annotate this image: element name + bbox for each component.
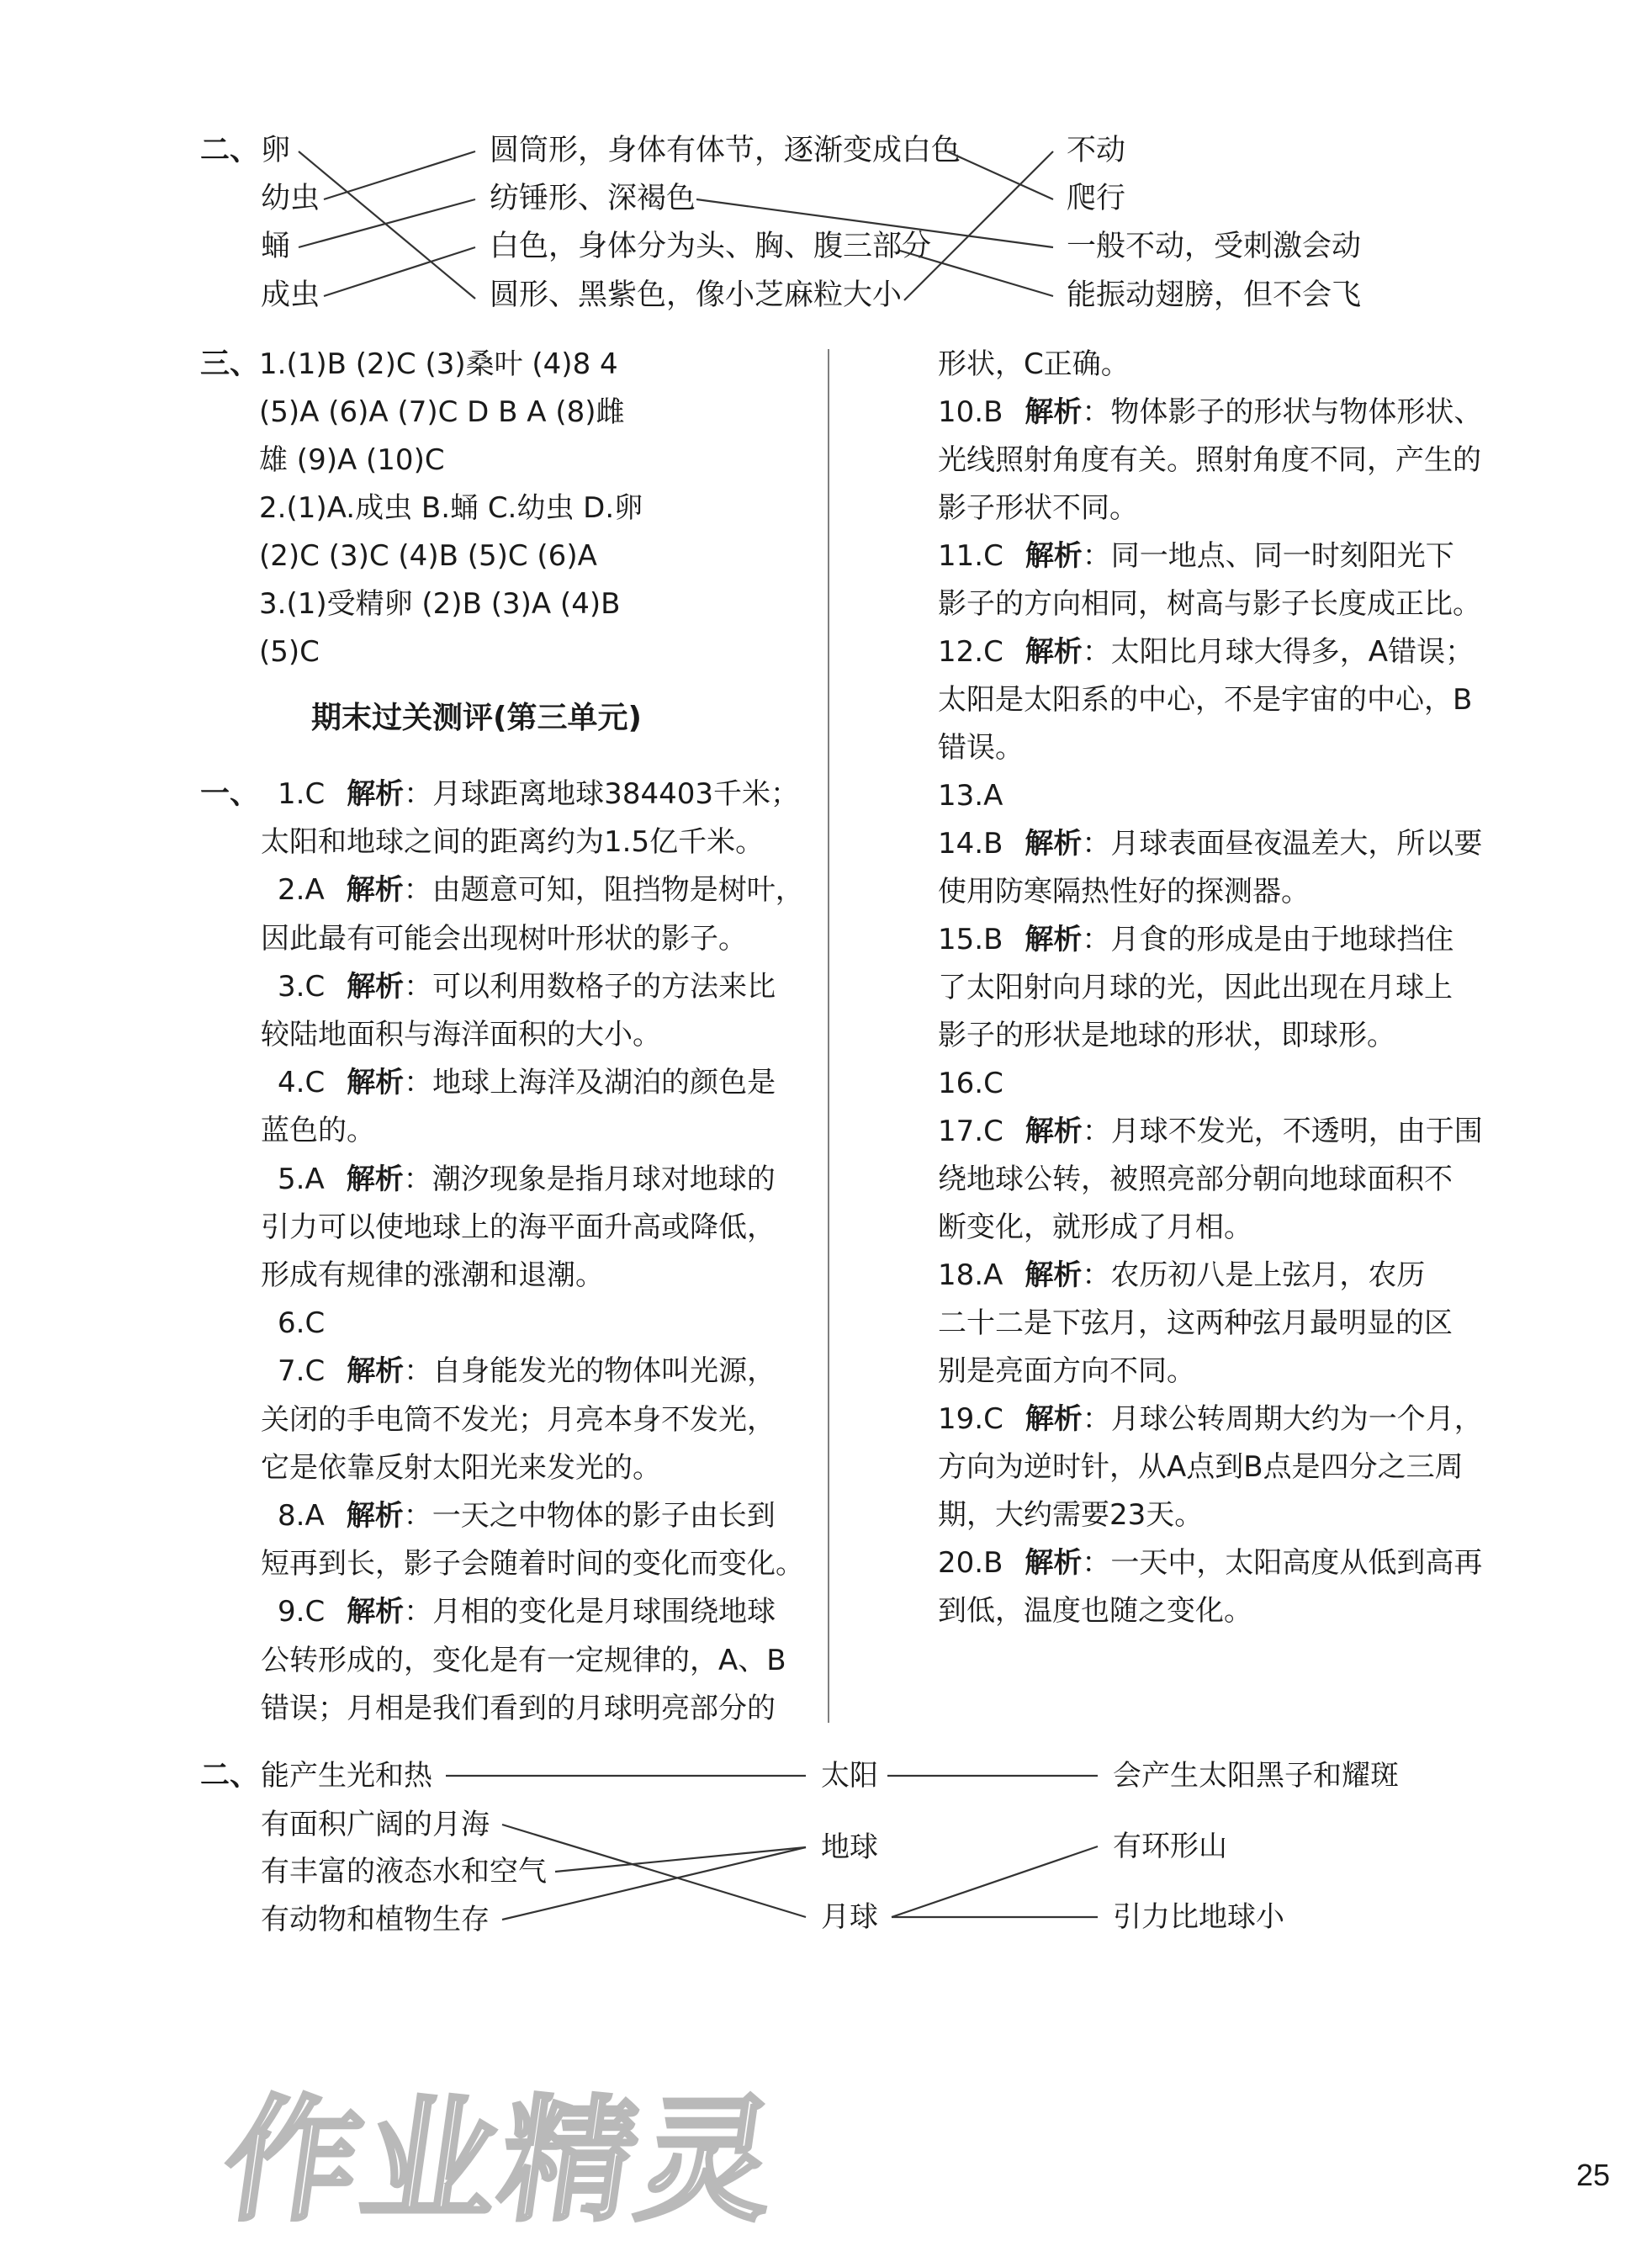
answer-line [278, 1305, 325, 1342]
connector-line [502, 1825, 806, 1917]
connector-line [904, 151, 1053, 300]
answer-line: 3.(1)受精卵 (2)B (3)A (4)B [259, 587, 621, 621]
connector-line [696, 199, 1053, 247]
analysis-label: 解析 [1025, 395, 1083, 429]
form-item: 圆形、黑紫色，像小芝麻粒大小 [490, 278, 903, 312]
analysis-text: 太阳和地球之间的距离约为1.5亿千米。 [261, 825, 765, 860]
question-number: 11.C [938, 539, 1003, 573]
analysis-text: ：自身能发光的物体叫光源， [404, 1354, 776, 1389]
answer-line: (5)C [259, 635, 320, 669]
answer-line [938, 777, 1003, 814]
behavior-item: 不动 [1067, 134, 1126, 167]
analysis-text: 形状，C正确。 [938, 347, 1130, 381]
analysis-text: ：月球距离地球384403千米； [404, 777, 799, 811]
analysis-text: 它是依靠反射太阳光来发光的。 [261, 1450, 661, 1485]
analysis-text: ：月球表面昼夜温差大，所以要 [1082, 827, 1483, 861]
question-number: 1.C [278, 777, 326, 811]
analysis-text: 太阳是太阳系的中心，不是宇宙的中心，B [938, 683, 1473, 717]
answer-line [938, 729, 1024, 766]
answer-line [938, 442, 1481, 479]
analysis-text: ：地球上海洋及湖泊的颜色是 [404, 1066, 776, 1100]
question-number: 18.A [938, 1258, 1003, 1292]
question-number: 3.C [278, 969, 326, 1004]
analysis-text: 短再到长，影子会随着时间的变化而变化。 [261, 1547, 804, 1581]
answer-line [278, 1497, 776, 1534]
analysis-text: 二十二是下弦月，这两种弦月最明显的区 [938, 1306, 1453, 1340]
feature-left: 有丰富的液态水和空气 [261, 1855, 547, 1888]
analysis-label: 解析 [1025, 635, 1083, 669]
analysis-label: 解析 [347, 1595, 405, 1629]
analysis-text: ：一天中，太阳高度从低到高再 [1082, 1546, 1483, 1580]
answer-line [261, 1401, 776, 1438]
analysis-text: 因此最有可能会出现树叶形状的影子。 [261, 921, 747, 956]
analysis-text: ：月球不发光，不透明，由于围 [1082, 1115, 1483, 1148]
feature-left: 有动物和植物生存 [261, 1903, 490, 1936]
feature-right: 引力比地球小 [1113, 1900, 1284, 1934]
answer-line [938, 1449, 1464, 1486]
connector-line [324, 247, 475, 296]
answer-line [261, 1642, 786, 1679]
connector-line [555, 1847, 806, 1872]
analysis-label: 解析 [347, 969, 405, 1004]
answer-line [261, 1016, 661, 1053]
answer-line [938, 490, 1138, 527]
answer-line [278, 968, 776, 1005]
analysis-label: 解析 [1025, 923, 1083, 956]
analysis-text: ：可以利用数格子的方法来比 [404, 969, 776, 1004]
question-number: 4.C [278, 1066, 326, 1100]
analysis-text: ：一天之中物体的影子由长到 [403, 1499, 776, 1533]
analysis-text: 形成有规律的涨潮和退潮。 [261, 1258, 604, 1292]
question-number: 5.A [278, 1162, 325, 1196]
connector-line [502, 1847, 806, 1920]
section-marker: 二、 [200, 134, 260, 167]
test-title: 期末过关测评(第三单元) [311, 701, 642, 735]
answer-line [938, 346, 1130, 383]
connector-line [892, 1846, 1098, 1917]
analysis-label: 解析 [1025, 1546, 1083, 1580]
answer-line [261, 1690, 776, 1727]
stage-item: 蛹 [261, 230, 291, 263]
answer-line [261, 1209, 776, 1246]
answer-line [938, 1257, 1425, 1294]
form-item: 白色，身体分为头、胸、腹三部分 [490, 230, 932, 263]
analysis-text: 蓝色的。 [261, 1114, 375, 1148]
answer-line [261, 1545, 804, 1582]
analysis-text: 绕地球公转，被照亮部分朝向地球面积不 [938, 1163, 1453, 1196]
answer-line [938, 1017, 1395, 1054]
answer-line [938, 1305, 1453, 1342]
analysis-text: 了太阳射向月球的光，因此出现在月球上 [938, 971, 1453, 1004]
analysis-text: 断变化，就形成了月相。 [938, 1210, 1252, 1244]
answer-line [261, 1257, 604, 1294]
analysis-label: 解析 [346, 1162, 404, 1196]
answer-line [261, 824, 764, 861]
analysis-label: 解析 [1025, 827, 1083, 861]
answer-line [938, 1065, 1003, 1102]
answer-line [278, 871, 804, 908]
answer-line: 1.(1)B (2)C (3)桑叶 (4)8 4 [259, 347, 618, 381]
section-marker: 一、 [200, 777, 260, 811]
answer-line [938, 1353, 1195, 1390]
analysis-text: 较陆地面积与海洋面积的大小。 [261, 1018, 661, 1051]
celestial-body: 地球 [821, 1830, 878, 1864]
question-number: 14.B [938, 827, 1003, 861]
question-number: 9.C [278, 1595, 326, 1629]
analysis-text: ：潮汐现象是指月球对地球的 [403, 1162, 776, 1196]
answer-line: 雄 (9)A (10)C [259, 443, 445, 477]
analysis-text: ：由题意可知，阻挡物是树叶， [403, 873, 804, 908]
answer-line [938, 1401, 1483, 1438]
answer-line [261, 1112, 375, 1149]
analysis-text: 错误；月相是我们看到的月球明亮部分的 [261, 1691, 776, 1725]
answer-line [938, 969, 1453, 1006]
section-marker: 二、 [200, 1759, 260, 1793]
analysis-label: 解析 [1025, 1115, 1083, 1148]
answer-line [938, 873, 1310, 910]
analysis-text: 使用防寒隔热性好的探测器。 [938, 875, 1310, 908]
stage-item: 成虫 [261, 278, 320, 312]
analysis-text: 别是亮面方向不同。 [938, 1354, 1195, 1388]
question-number: 12.C [938, 635, 1003, 669]
question-number: 20.B [938, 1546, 1003, 1580]
question-number: 6.C [278, 1306, 326, 1341]
question-number: 10.B [938, 395, 1003, 429]
analysis-text: 影子的形状是地球的形状，即球形。 [938, 1019, 1395, 1052]
connector-line [299, 199, 475, 247]
analysis-text: 影子形状不同。 [938, 491, 1138, 525]
connector-line [900, 251, 1053, 296]
analysis-text: ：同一地点、同一时刻阳光下 [1082, 539, 1454, 573]
feature-right: 有环形山 [1113, 1830, 1227, 1863]
connector-line [324, 151, 475, 199]
answer-line [278, 1593, 776, 1630]
feature-left: 有面积广阔的月海 [261, 1808, 490, 1841]
analysis-text: 错误。 [938, 731, 1024, 765]
section-marker: 三、 [200, 347, 260, 381]
answer-line [278, 1353, 776, 1390]
answer-line [938, 1592, 1252, 1629]
analysis-text: ：月相的变化是月球围绕地球 [404, 1595, 776, 1629]
analysis-text: 到低，温度也随之变化。 [938, 1594, 1252, 1628]
analysis-text: 公转形成的，变化是有一定规律的，A、B [261, 1643, 786, 1677]
answer-line [938, 585, 1481, 622]
analysis-text: ：农历初八是上弦月，农历 [1082, 1258, 1426, 1292]
connector-line [947, 151, 1053, 199]
analysis-text: 关闭的手电筒不发光；月亮本身不发光， [261, 1402, 776, 1437]
answer-line [938, 921, 1453, 958]
answer-line: (2)C (3)C (4)B (5)C (6)A [259, 539, 597, 573]
analysis-text: 方向为逆时针，从A点到B点是四分之三周 [938, 1450, 1464, 1484]
analysis-label: 解析 [1025, 1402, 1083, 1436]
answer-line [938, 1209, 1252, 1246]
answer-line [278, 1161, 776, 1198]
analysis-label: 解析 [1025, 539, 1083, 573]
form-item: 纺锤形、深褐色 [490, 182, 696, 215]
analysis-text: 期，大约需要23天。 [938, 1498, 1204, 1532]
analysis-label: 解析 [1025, 1258, 1083, 1292]
answer-line [278, 776, 799, 813]
feature-right: 会产生太阳黑子和耀斑 [1113, 1759, 1399, 1793]
behavior-item: 一般不动，受刺激会动 [1067, 230, 1362, 263]
question-number: 17.C [938, 1115, 1003, 1148]
question-number: 13.A [938, 779, 1003, 813]
analysis-label: 解析 [347, 777, 405, 811]
stage-item: 卵 [261, 134, 291, 167]
question-number: 19.C [938, 1402, 1003, 1436]
analysis-text: ：月球公转周期大约为一个月， [1082, 1402, 1483, 1436]
answer-line [938, 681, 1472, 718]
analysis-text: 影子的方向相同，树高与影子长度成正比。 [938, 587, 1481, 621]
analysis-text: ：物体影子的形状与物体形状、 [1082, 395, 1483, 429]
behavior-item: 爬行 [1067, 182, 1126, 215]
answer-line [261, 1449, 661, 1486]
analysis-label: 解析 [346, 1499, 404, 1533]
answer-line [278, 1064, 776, 1101]
analysis-label: 解析 [347, 1066, 405, 1100]
answer-line [938, 1496, 1203, 1534]
watermark: 作业精灵 [214, 2082, 789, 2239]
question-number: 2.A [278, 873, 325, 908]
question-number: 8.A [278, 1499, 325, 1533]
feature-left: 能产生光和热 [261, 1759, 432, 1793]
analysis-label: 解析 [347, 1354, 405, 1389]
question-number: 16.C [938, 1067, 1003, 1100]
answer-line [261, 920, 747, 957]
answer-line [938, 538, 1454, 575]
analysis-text: 引力可以使地球上的海平面升高或降低， [261, 1210, 776, 1244]
answer-line [938, 633, 1474, 670]
answer-line [938, 1161, 1453, 1198]
behavior-item: 能振动翅膀，但不会飞 [1067, 278, 1362, 312]
analysis-text: 光线照射角度有关。照射角度不同，产生的 [938, 443, 1481, 477]
answer-line [938, 394, 1482, 431]
answer-line: (5)A (6)A (7)C D B A (8)雌 [259, 395, 625, 429]
question-number: 15.B [938, 923, 1003, 956]
analysis-text: ：太阳比月球大得多，A错误； [1082, 635, 1475, 669]
analysis-text: ：月食的形成是由于地球挡住 [1082, 923, 1454, 956]
answer-line [938, 825, 1482, 862]
celestial-body: 月球 [821, 1900, 878, 1934]
question-number: 7.C [278, 1354, 326, 1389]
page-number: 25 [1575, 2158, 1610, 2192]
stage-item: 幼虫 [261, 182, 320, 215]
answer-line [938, 1113, 1483, 1150]
analysis-label: 解析 [346, 873, 404, 908]
form-item: 圆筒形，身体有体节，逐渐变成白色 [490, 134, 961, 167]
answer-line [938, 1544, 1482, 1581]
celestial-body: 太阳 [821, 1759, 878, 1793]
answer-line: 2.(1)A.成虫 B.蛹 C.幼虫 D.卵 [259, 491, 643, 525]
